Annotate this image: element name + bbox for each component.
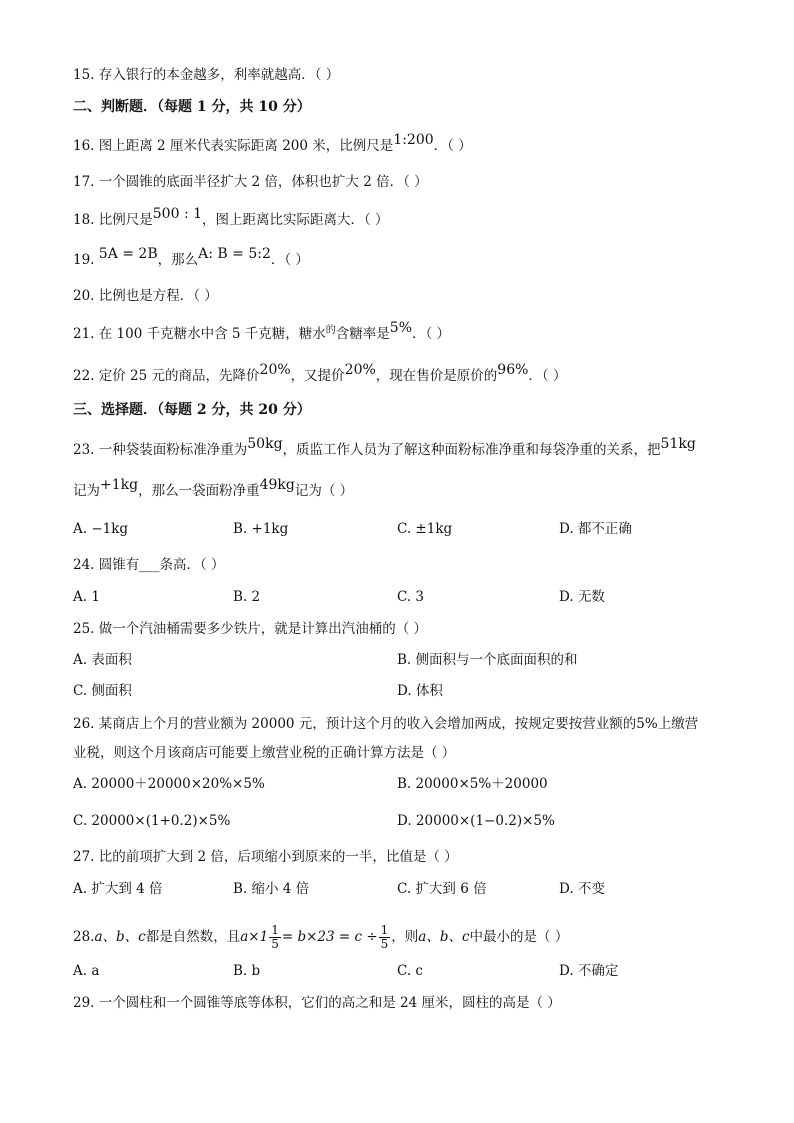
question-23-line2: 记为+1kg，那么一袋面粉净重49kg记为（ ） <box>73 477 354 499</box>
question-29: 29. 一个圆柱和一个圆锥等底等体积，它们的高之和是 24 厘米，圆柱的高是（ ） <box>73 995 561 1011</box>
ratio-formula: 1:200 <box>393 132 434 148</box>
q25-option-c: C. 侧面积 <box>73 683 132 699</box>
q26-option-b: B. 20000×5%＋20000 <box>397 776 548 792</box>
question-28: 28.a、b、c都是自然数，且a×1 $\frac{1}{5}$ = b×23 = c ÷ $\frac{1}{5}$ ，则a、b、c中最小的是（ ） <box>73 923 569 951</box>
q28-option-d: D. 不确定 <box>559 963 619 979</box>
q23-option-a: A. −1kg <box>73 521 129 537</box>
q28-option-a: A. a <box>73 963 100 979</box>
q26-option-d: D. 20000×(1−0.2)×5% <box>397 813 555 829</box>
q25-option-d: D. 体积 <box>397 683 443 699</box>
fraction-one-fifth: $\frac{1}{5}$ <box>271 923 279 951</box>
question-21: 21. 在 100 千克糖水中含 5 千克糖，糖水$^的$含糖率是5%．（ ） <box>73 320 451 342</box>
question-17: 17. 一个圆锥的底面半径扩大 2 倍，体积也扩大 2 倍．（ ） <box>73 174 428 190</box>
q24-option-d: D. 无数 <box>559 589 605 605</box>
question-24: 24. 圆锥有___条高．（ ） <box>73 557 225 573</box>
q27-option-d: D. 不变 <box>559 881 605 897</box>
percent-value: 5% <box>389 320 413 336</box>
q28-option-c: C. c <box>397 963 423 979</box>
question-19: 19. 5A = 2B，那么A: B = 5:2．（ ） <box>73 246 309 268</box>
ratio-formula: A: B = 5:2 <box>198 246 271 262</box>
question-15: 15. 存入银行的本金越多，利率就越高．（ ） <box>73 67 340 83</box>
question-25: 25. 做一个汽油桶需要多少铁片，就是计算出汽油桶的（ ） <box>73 621 428 637</box>
equation: 5A = 2B <box>98 246 158 262</box>
question-16: 16. 图上距离 2 厘米代表实际距离 200 米，比例尺是1:200．（ ） <box>73 132 472 154</box>
section-3-heading: 三、选择题．（每题 2 分，共 20 分） <box>73 402 311 418</box>
question-23-line1: 23. 一种袋装面粉标准净重为50kg，质监工作人员为了解这种面粉标准净重和每袋净重的关系，把51kg <box>73 436 696 458</box>
ratio-formula: 500 : 1 <box>152 206 203 222</box>
q27-option-b: B. 缩小 4 倍 <box>233 881 310 897</box>
q27-option-c: C. 扩大到 6 倍 <box>397 881 487 897</box>
q25-option-b: B. 侧面积与一个底面面积的和 <box>397 652 578 668</box>
q25-option-a: A. 表面积 <box>73 652 132 668</box>
q26-option-a: A. 20000＋20000×20%×5% <box>73 776 265 792</box>
question-22: 22. 定价 25 元的商品，先降价20%，又提价20%，现在售价是原价的96%．（ ） <box>73 362 567 384</box>
fraction-one-fifth: $\frac{1}{5}$ <box>380 923 389 951</box>
section-2-heading: 二、判断题．（每题 1 分，共 10 分） <box>73 99 311 115</box>
q23-option-b: B. +1kg <box>233 521 289 537</box>
question-20: 20. 比例也是方程．（ ） <box>73 288 218 304</box>
question-26-line1: 26. 某商店上个月的营业额为 20000 元，预计这个月的收入会增加两成，按规定要按营业额的5%上缴营 <box>73 716 699 732</box>
q24-option-a: A. 1 <box>73 589 100 605</box>
q23-option-d: D. 都不正确 <box>559 521 632 537</box>
q24-option-c: C. 3 <box>397 589 425 605</box>
question-26-line2: 业税，则这个月该商店可能要上缴营业税的正确计算方法是（ ） <box>73 745 456 761</box>
q23-option-c: C. ±1kg <box>397 521 453 537</box>
q27-option-a: A. 扩大到 4 倍 <box>73 881 163 897</box>
q24-option-b: B. 2 <box>233 589 261 605</box>
q28-option-b: B. b <box>233 963 261 979</box>
question-27: 27. 比的前项扩大到 2 倍，后项缩小到原来的一半，比值是（ ） <box>73 849 458 865</box>
q26-option-c: C. 20000×(1+0.2)×5% <box>73 813 231 829</box>
question-18: 18. 比例尺是500 : 1，图上距离比实际距离大．（ ） <box>73 206 389 228</box>
